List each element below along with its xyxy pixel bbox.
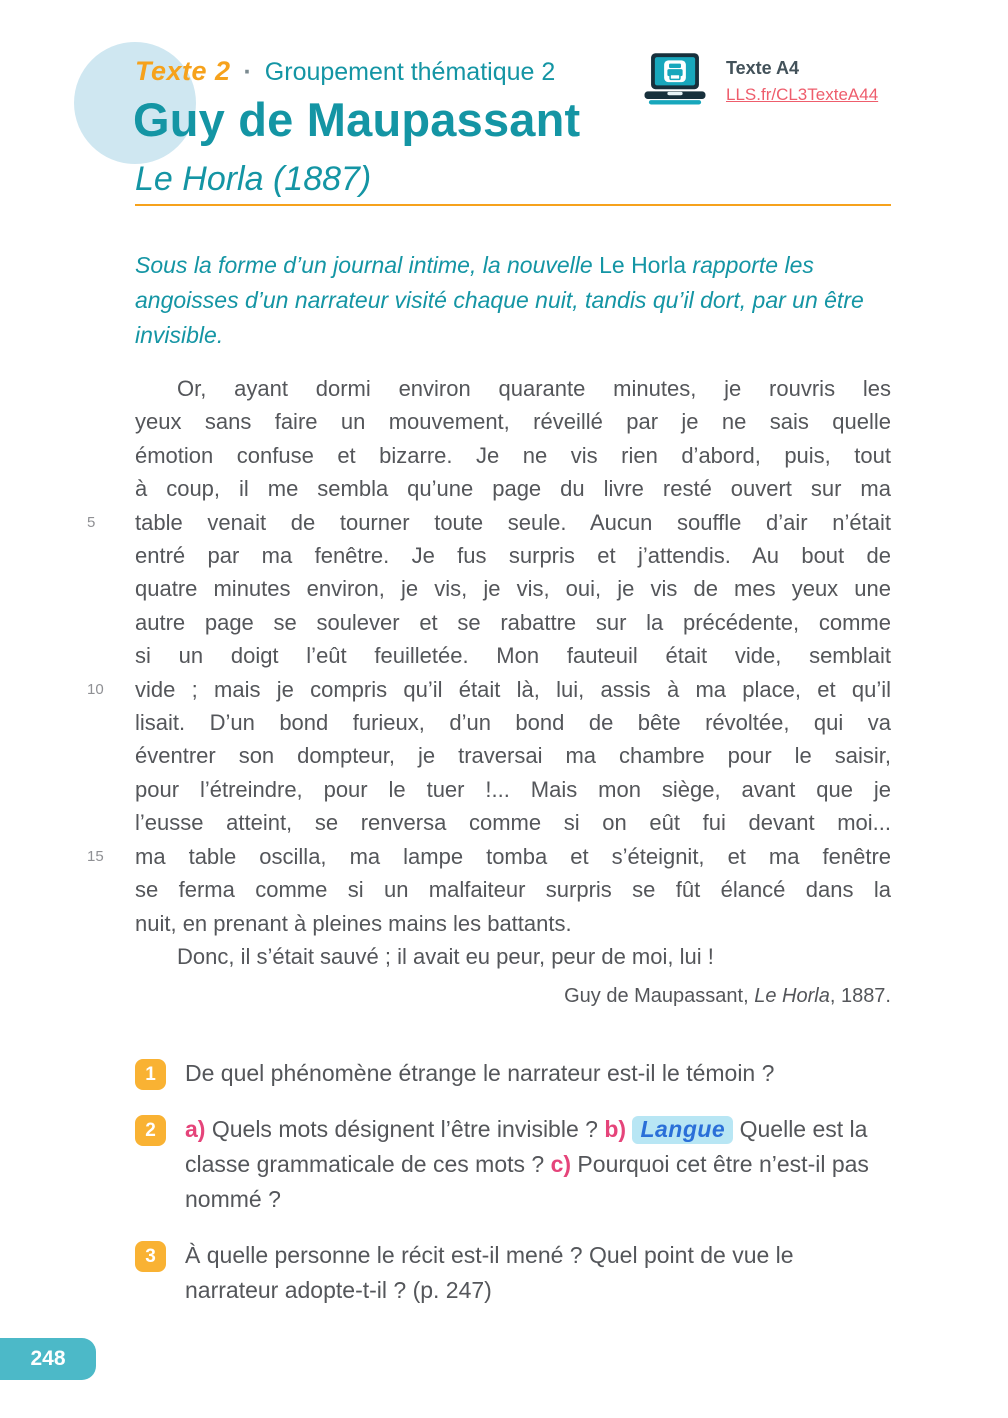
text-segment: Pourquoi cet être n’est-il pas nommé ? <box>185 1151 869 1212</box>
passage-line <box>135 907 891 940</box>
passage-line-text: ma table oscilla, ma lampe tomba et s’éteignit, et ma fenêtre <box>135 843 891 869</box>
passage-line-text: à coup, il me sembla qu’une page du livre resté ouvert sur ma <box>135 476 891 502</box>
laptop-icon <box>638 52 712 109</box>
passage-line <box>87 840 891 873</box>
passage-line-text: lisait. D’un bond furieux, d’un bond de bête révoltée, qui va <box>135 710 891 736</box>
passage-line <box>135 706 891 739</box>
passage-line <box>135 639 891 672</box>
page-title: Guy de Maupassant <box>133 93 581 146</box>
passage-line <box>135 472 891 505</box>
passage-line-text: émotion confuse et bizarre. Je ne vis rien d’abord, puis, tout <box>135 442 891 468</box>
question-text <box>185 1238 891 1308</box>
questions-list <box>135 1056 905 1329</box>
text-segment: rapporte les angoisses d’un narrateur visité chaque nuit, tandis qu’il dort, par un être invisible. <box>135 252 864 348</box>
kicker-theme-label: Groupement thématique 2 <box>264 58 556 86</box>
line-number: 10 <box>87 680 104 698</box>
question-row <box>135 1112 905 1217</box>
question-number-badge: 1 <box>135 1059 166 1090</box>
text-segment: a) <box>185 1116 206 1142</box>
resource-text <box>726 52 878 105</box>
intro-paragraph <box>135 248 891 353</box>
kicker-texte-label: Texte 2 <box>135 56 231 86</box>
passage-line <box>135 739 891 772</box>
page-subtitle: Le Horla (1887) <box>135 160 372 198</box>
line-number: 15 <box>87 847 104 865</box>
passage-line-text: table venait de tourner toute seule. Aucun souffle d’air n’était <box>135 509 891 535</box>
passage-line-text: si un doigt l’eût feuilletée. Mon fauteuil était vide, semblait <box>135 643 891 669</box>
resource-link[interactable]: LLS.fr/CL3TexteA44 <box>726 85 879 104</box>
text-segment: Guy de Maupassant, <box>564 985 755 1007</box>
resource-box <box>638 52 878 109</box>
text-segment: À quelle personne le récit est-il mené ? Quel point de vue le narrateur adopte-t-il ? (p. 247) <box>185 1242 794 1303</box>
passage-line <box>135 572 891 605</box>
langue-tag: Langue <box>632 1116 733 1144</box>
question-row <box>135 1238 905 1308</box>
text-segment: Sous la forme d’un journal intime, la nouvelle <box>135 252 600 278</box>
passage-line-text: entré par ma fenêtre. Je fus surpris et j’attendis. Au bout de <box>135 543 891 569</box>
passage-line-text: Or, ayant dormi environ quarante minutes, je rouvris les <box>177 376 891 401</box>
passage-line-text: pour l’étreindre, pour le tuer !... Mais mon siège, avant que je <box>135 776 891 802</box>
question-number-badge: 3 <box>135 1241 166 1272</box>
text-segment: De quel phénomène étrange le narrateur est-il le témoin ? <box>185 1060 775 1086</box>
passage-line-text: nuit, en prenant à pleines mains les battants. <box>135 910 572 936</box>
text-segment: b) <box>604 1116 627 1142</box>
passage-line <box>135 439 891 472</box>
passage-line-text: éventrer son dompteur, je traversai ma chambre pour le saisir, <box>135 743 891 769</box>
question-number-badge: 2 <box>135 1115 166 1146</box>
passage-line-text: quatre minutes environ, je vis, je vis, oui, je vis de mes yeux une <box>135 576 891 602</box>
passage-line <box>87 506 891 539</box>
passage-line <box>87 673 891 706</box>
text-segment: Quelle est la classe grammaticale de ces mots ? <box>185 1116 868 1177</box>
passage-line-text: vide ; mais je compris qu’il était là, lui, assis à ma place, et qu’il <box>135 676 891 702</box>
passage-line <box>135 873 891 906</box>
passage-line-text: se ferma comme si un malfaiteur surpris se fût élancé dans la <box>135 877 891 903</box>
text-segment: c) <box>550 1151 572 1177</box>
text-segment: Le Horla <box>754 985 830 1007</box>
passage-line <box>135 773 891 806</box>
passage-line <box>135 539 891 572</box>
kicker-separator: · <box>243 58 252 86</box>
passage-line <box>135 606 891 639</box>
passage-line-text: l’eusse atteint, se renversa comme si on eût fui devant moi... <box>135 810 891 836</box>
attribution <box>135 985 891 1008</box>
text-segment: , 1887. <box>829 985 891 1007</box>
question-row <box>135 1056 905 1091</box>
passage-line <box>135 372 891 405</box>
question-text <box>185 1056 891 1091</box>
passage-line-text: yeux sans faire un mouvement, réveillé par je ne sais quelle <box>135 409 891 435</box>
line-number: 5 <box>87 513 96 531</box>
passage-line <box>135 806 891 839</box>
question-text <box>185 1112 891 1217</box>
text-segment: Quels mots désignent l’être invisible ? <box>205 1116 605 1142</box>
kicker <box>135 56 555 87</box>
passage-text <box>87 372 891 973</box>
passage-line-text: autre page se soulever et se rabattre sur la précédente, comme <box>135 609 891 635</box>
passage-line <box>135 405 891 438</box>
resource-label: Texte A4 <box>726 58 800 78</box>
page-number-badge: 248 <box>0 1338 96 1380</box>
divider-rule <box>135 204 891 206</box>
passage-line <box>135 940 891 973</box>
passage-line-text: Donc, il s’était sauvé ; il avait eu peur, peur de moi, lui ! <box>177 943 714 969</box>
text-segment: Le Horla <box>599 252 687 278</box>
